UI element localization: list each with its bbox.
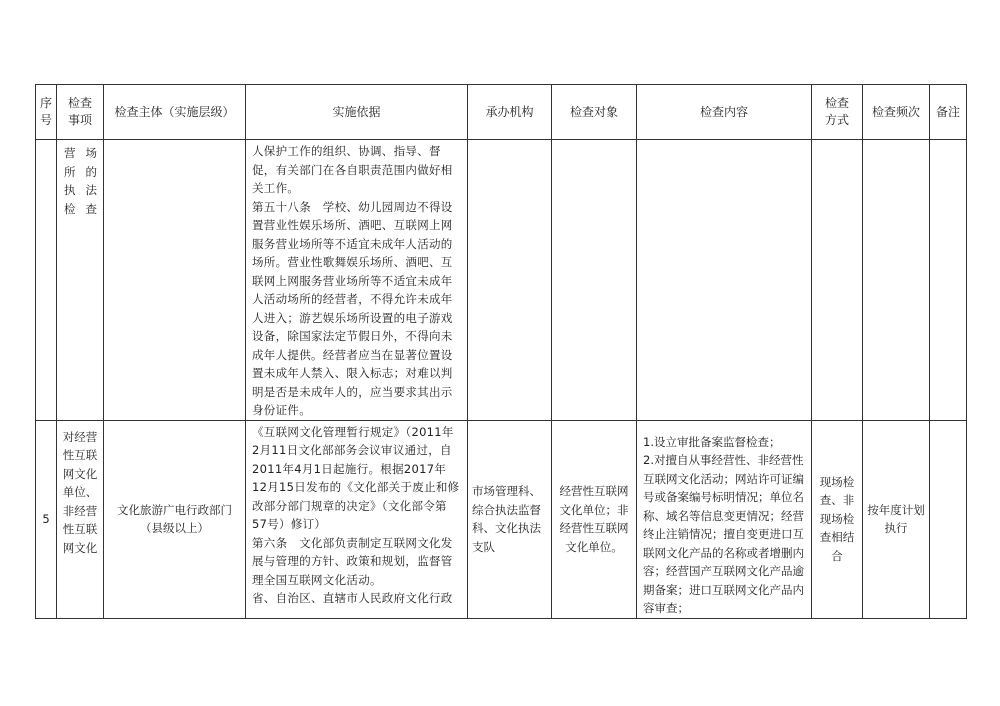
cell-seq: 5: [36, 420, 57, 618]
cell-note: [930, 140, 967, 421]
cell-object: [552, 140, 637, 421]
cell-basis: [246, 420, 468, 618]
header-note: 备注: [930, 85, 967, 140]
header-row: [36, 85, 967, 140]
header-content: 检查内容: [637, 85, 812, 140]
basis-paragraph: 人保护工作的组织、协调、指导、督促，有关部门在各自职责范围内做好相关工作。: [252, 144, 453, 195]
header-item: 检查事项: [57, 85, 104, 140]
basis-paragraph: 省、自治区、直辖市人民政府文化行政: [252, 591, 453, 605]
cell-note: [930, 420, 967, 618]
cell-agency: [468, 140, 552, 421]
cell-basis: [246, 140, 468, 421]
cell-agency: 市场管理科、综合执法监督科、文化执法支队: [468, 420, 552, 618]
header-frequency: 检查频次: [863, 85, 930, 140]
table-row-continued: [36, 140, 967, 421]
cell-object: 经营性互联网文化单位；非经营性互联网文化单位。: [552, 420, 637, 618]
cell-method: [812, 140, 863, 421]
basis-paragraph: 《互联网文化管理暂行规定》（2011年2月11日文化部部务会议审议通过，自2011年4月1日起施行。根据2017年12月15日发布的《文化部关于废止和修改部分部门规章的决定》（文化部令第57号）修订）: [252, 424, 460, 531]
cell-item: 对经营性互联网文化单位、非经营性互联网文化: [57, 420, 104, 618]
cell-content: [637, 420, 812, 618]
header-seq: 序号: [36, 85, 57, 140]
cell-subject: 文化旅游广电行政部门（县级以上）: [104, 420, 246, 618]
basis-paragraph: 第五十八条 学校、幼儿园周边不得设置营业性娱乐场所、酒吧、互联网上网服务营业场所等不适宜未成年人活动的场所。营业性歌舞娱乐场所、酒吧、互联网上网服务营业场所等不适宜未成年人活动场所的经营者，不得允许未成年人进入；游艺娱乐场所设置的电子游戏设备，除国家法定节假日外，不得向未成年人提供。经营者应当在显著位置设置未成年人禁入、限入标志；对难以判明是否是未成年人的，应当要求其出示身份证件。: [252, 199, 453, 417]
cell-frequency: 按年度计划执行: [863, 420, 930, 618]
header-agency: 承办机构: [468, 85, 552, 140]
header-subject: 检查主体（实施层级）: [104, 85, 246, 140]
inspection-table: [35, 84, 967, 619]
content-line: 1.设立审批备案监督检查；: [643, 434, 781, 449]
cell-seq: [36, 140, 57, 421]
cell-content: [637, 140, 812, 421]
header-basis: 实施依据: [246, 85, 468, 140]
cell-item: 营场所的执法检查: [57, 140, 104, 421]
cell-frequency: [863, 140, 930, 421]
header-method: 检查方式: [812, 85, 863, 140]
table-row-5: [36, 420, 967, 618]
header-object: 检查对象: [552, 85, 637, 140]
cell-subject: [104, 140, 246, 421]
basis-paragraph: 第六条 文化部负责制定互联网文化发展与管理的方针、政策和规划，监督管理全国互联网文化活动。: [252, 535, 453, 587]
cell-method: 现场检查、非现场检查相结合: [812, 420, 863, 618]
content-line: 2.对擅自从事经营性、非经营性互联网文化活动；网站许可证编号或备案编号标明情况；单位名称、域名等信息变更情况；经营终止注销情况；擅自变更进口互联网文化产品的名称或者增删内容；经营国产互联网文化产品逾期备案；进口互联网文化产品内容审查；: [643, 453, 804, 615]
